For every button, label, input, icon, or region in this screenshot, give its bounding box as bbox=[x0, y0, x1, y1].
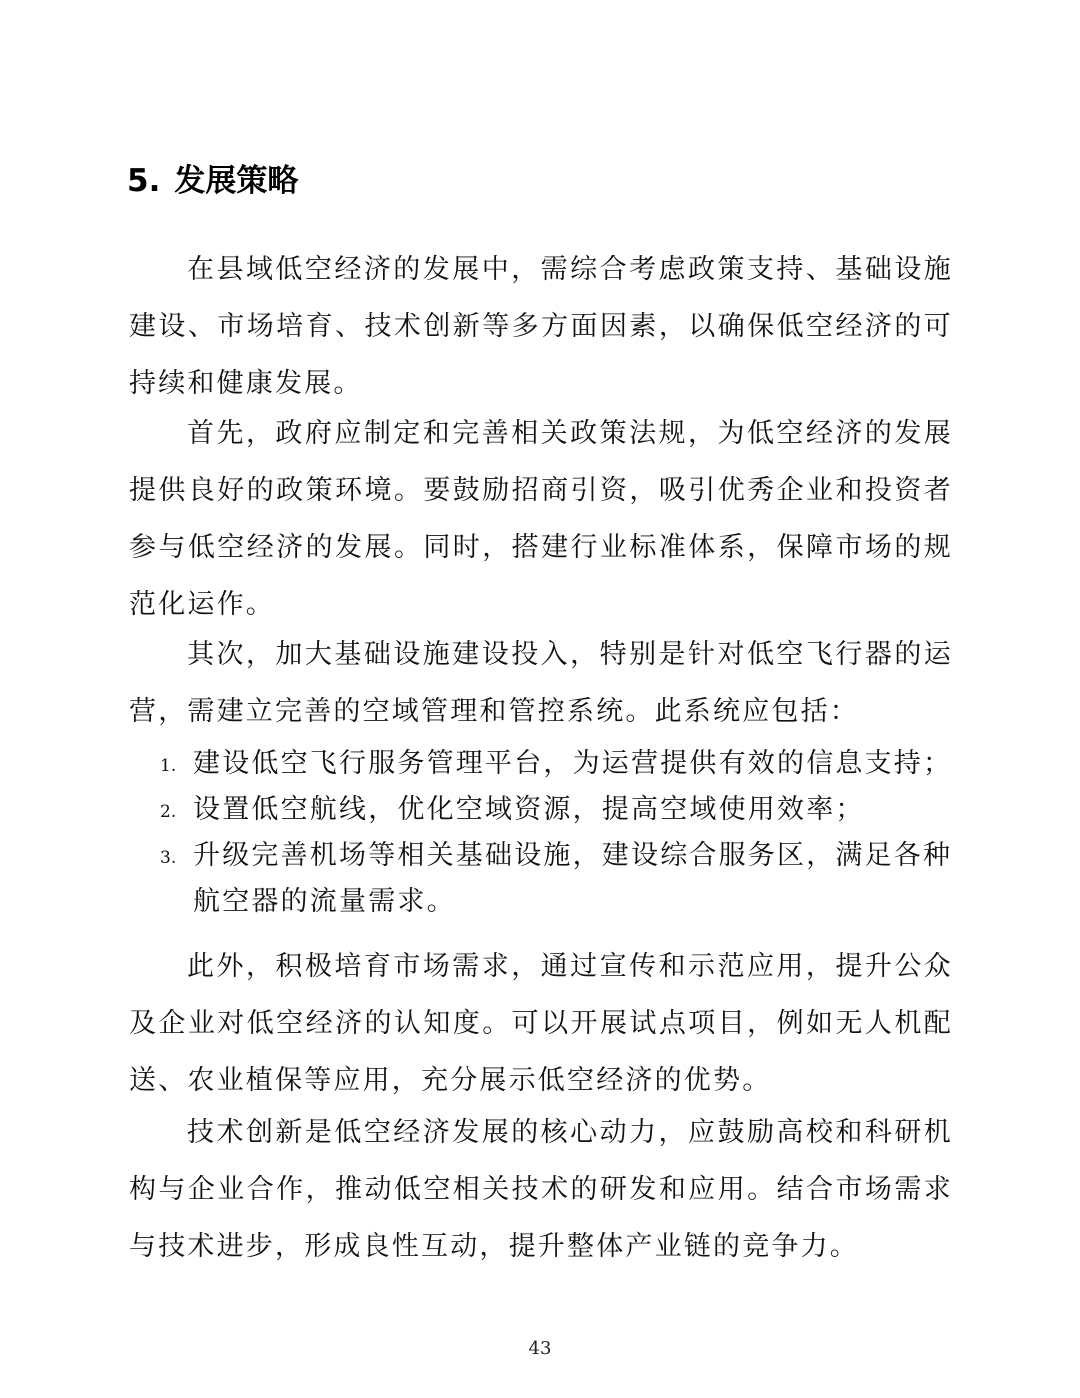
page-number: 43 bbox=[528, 1338, 552, 1359]
paragraph-infrastructure: 其次，加大基础设施建设投入，特别是针对低空飞行器的运营，需建立完善的空域管理和管控系统。此系统应包括： bbox=[129, 639, 953, 727]
list-marker: 3. bbox=[160, 848, 177, 868]
paragraph-market: 此外，积极培育市场需求，通过宣传和示范应用，提升公众及企业对低空经济的认知度。可以开展试点项目，例如无人机配送、农业植保等应用，充分展示低空经济的优势。 bbox=[129, 951, 953, 1096]
list-item-text: 建设低空飞行服务管理平台，为运营提供有效的信息支持； bbox=[193, 748, 953, 779]
list-marker: 1. bbox=[160, 756, 177, 776]
list-item-text: 设置低空航线，优化空域资源，提高空域使用效率； bbox=[193, 794, 865, 825]
list-item bbox=[129, 787, 959, 833]
paragraph-innovation: 技术创新是低空经济发展的核心动力，应鼓励高校和科研机构与企业合作，推动低空相关技术的研发和应用。结合市场需求与技术进步，形成良性互动，提升整体产业链的竞争力。 bbox=[129, 1117, 953, 1262]
list-item bbox=[129, 741, 959, 787]
section-number: 5. bbox=[127, 163, 161, 199]
paragraph-intro: 在县域低空经济的发展中，需综合考虑政策支持、基础设施建设、市场培育、技术创新等多方面因素，以确保低空经济的可持续和健康发展。 bbox=[129, 254, 953, 399]
list-item-text: 升级完善机场等相关基础设施，建设综合服务区，满足各种航空器的流量需求。 bbox=[193, 840, 953, 917]
infrastructure-list bbox=[129, 741, 959, 925]
list-marker: 2. bbox=[160, 802, 177, 822]
section-heading bbox=[127, 160, 298, 202]
list-item bbox=[129, 833, 959, 925]
section-title: 发展策略 bbox=[174, 163, 299, 199]
paragraph-policy: 首先，政府应制定和完善相关政策法规，为低空经济的发展提供良好的政策环境。要鼓励招商引资，吸引优秀企业和投资者参与低空经济的发展。同时，搭建行业标准体系，保障市场的规范化运作。 bbox=[129, 418, 953, 620]
